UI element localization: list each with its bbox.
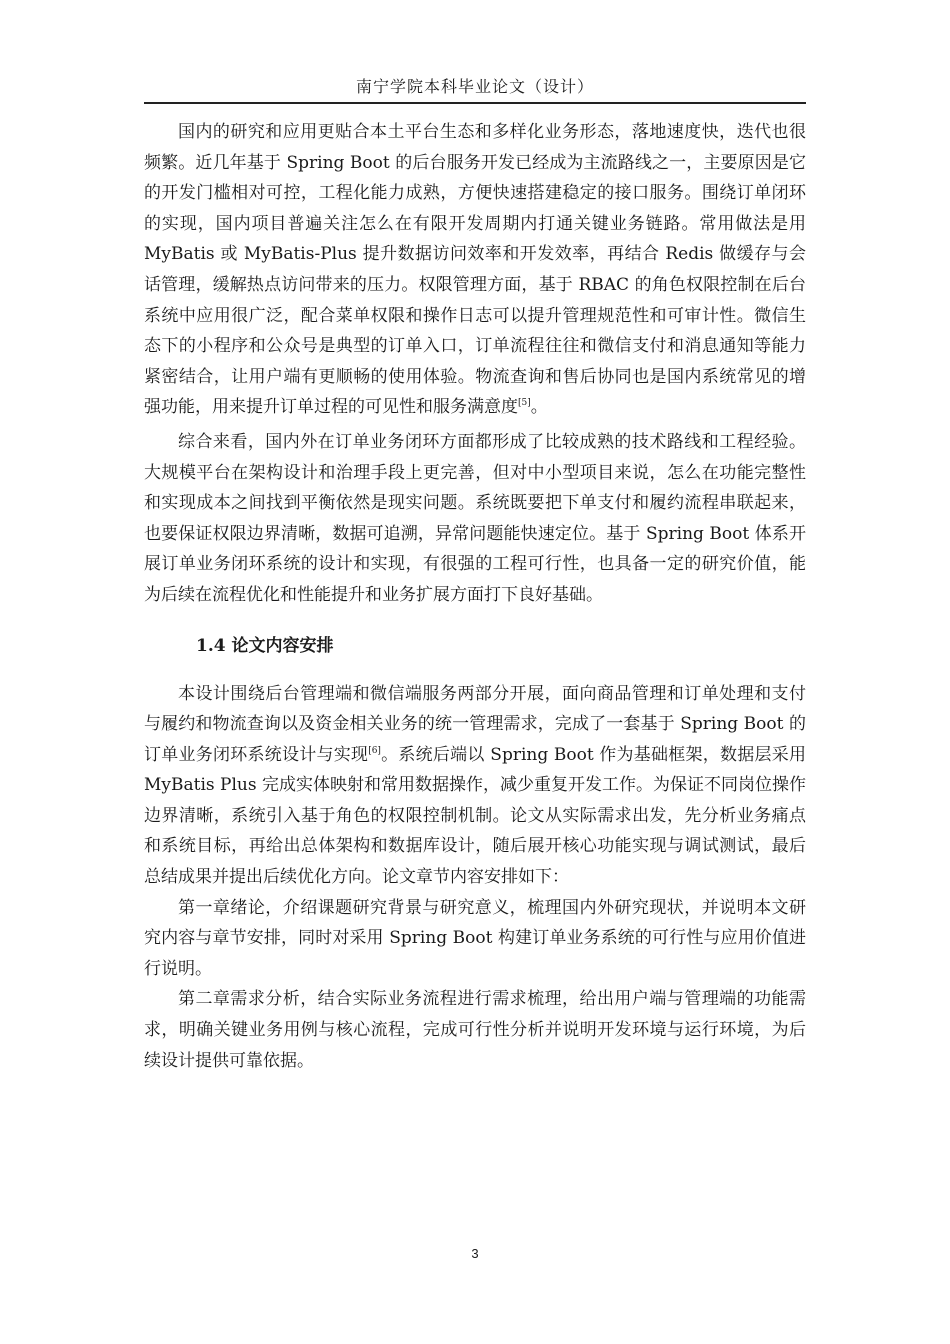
body-text	[144, 117, 806, 1076]
page-number: 3	[471, 1246, 479, 1261]
paragraph-tail: 。	[530, 397, 548, 418]
paragraph-text: 国内的研究和应用更贴合本土平台生态和多样化业务形态，落地速度快，迭代也很频繁。近几年基于 Spring Boot 的后台服务开发已经成为主流路线之一，主要原因是它的开发门槛相对可控，工程化能力成熟，方便快速搭建稳定的接口服务。围绕订单闭环的实现，国内项目普遍关注怎么在有限开发周期内打通关键业务链路。常用做法是用 MyBatis 或 MyBatis-Plus 提升数据访问效率和开发效率，再结合 Redis 做缓存与会话管理，缓解热点访问带来的压力。权限管理方面，基于 RBAC 的角色权限控制在后台系统中应用很广泛，配合菜单权限和操作日志可以提升管理规范性和可审计性。微信生态下的小程序和公众号是典型的订单入口，订单流程往往和微信支付和消息通知等能力紧密结合，让用户端有更顺畅的使用体验。物流查询和售后协同也是国内系统常见的增强功能，用来提升订单过程的可见性和服务满意度	[144, 122, 806, 418]
citation-5: [5]	[518, 398, 531, 409]
citation-6: [6]	[368, 745, 381, 756]
paragraph-text: 第一章绪论，介绍课题研究背景与研究意义，梳理国内外研究现状，并说明本文研究内容与章节安排，同时对采用 Spring Boot 构建订单业务系统的可行性与应用价值进行说明。	[144, 897, 806, 979]
paragraph-domestic-research	[144, 117, 806, 423]
paragraph-text: 第二章需求分析，结合实际业务流程进行需求梳理，给出用户端与管理端的功能需求，明确关键业务用例与核心流程，完成可行性分析并说明开发环境与运行环境，为后续设计提供可靠依据。	[144, 989, 806, 1071]
paragraph-text: 本设计围绕后台管理端和微信端服务两部分开展，面向商品管理和订单处理和支付与履约和物流查询以及资金相关业务的统一管理需求，完成了一套基于 Spring Boot 的订单业务闭环系统设计与实现	[144, 683, 806, 765]
page-header	[144, 72, 806, 104]
paragraph-summary	[144, 427, 806, 611]
header-title: 南宁学院本科毕业论文（设计）	[355, 77, 594, 96]
paragraph-chapter-1	[144, 893, 806, 985]
paragraph-content-arrangement	[144, 679, 806, 893]
section-heading: 1.4 论文内容安排	[196, 635, 334, 656]
paragraph-text: 综合来看，国内外在订单业务闭环方面都形成了比较成熟的技术路线和工程经验。大规模平台在架构设计和治理手段上更完善，但对中小型项目来说，怎么在功能完整性和实现成本之间找到平衡依然是现实问题。系统既要把下单支付和履约流程串联起来，也要保证权限边界清晰，数据可追溯，异常问题能快速定位。基于 Spring Boot 体系开展订单业务闭环系统的设计和实现，有很强的工程可行性，也具备一定的研究价值，能为后续在流程优化和性能提升和业务扩展方面打下良好基础。	[144, 431, 806, 605]
paragraph-tail: 。系统后端以 Spring Boot 作为基础框架，数据层采用 MyBatis Plus 完成实体映射和常用数据操作，减少重复开发工作。为保证不同岗位操作边界清晰，系统引入基于角色的权限控制机制。论文从实际需求出发，先分析业务痛点和系统目标，再给出总体架构和数据库设计，随后展开核心功能实现与调试测试，最后总结成果并提出后续优化方向。论文章节内容安排如下：	[144, 744, 806, 888]
paragraph-chapter-2	[144, 984, 806, 1076]
